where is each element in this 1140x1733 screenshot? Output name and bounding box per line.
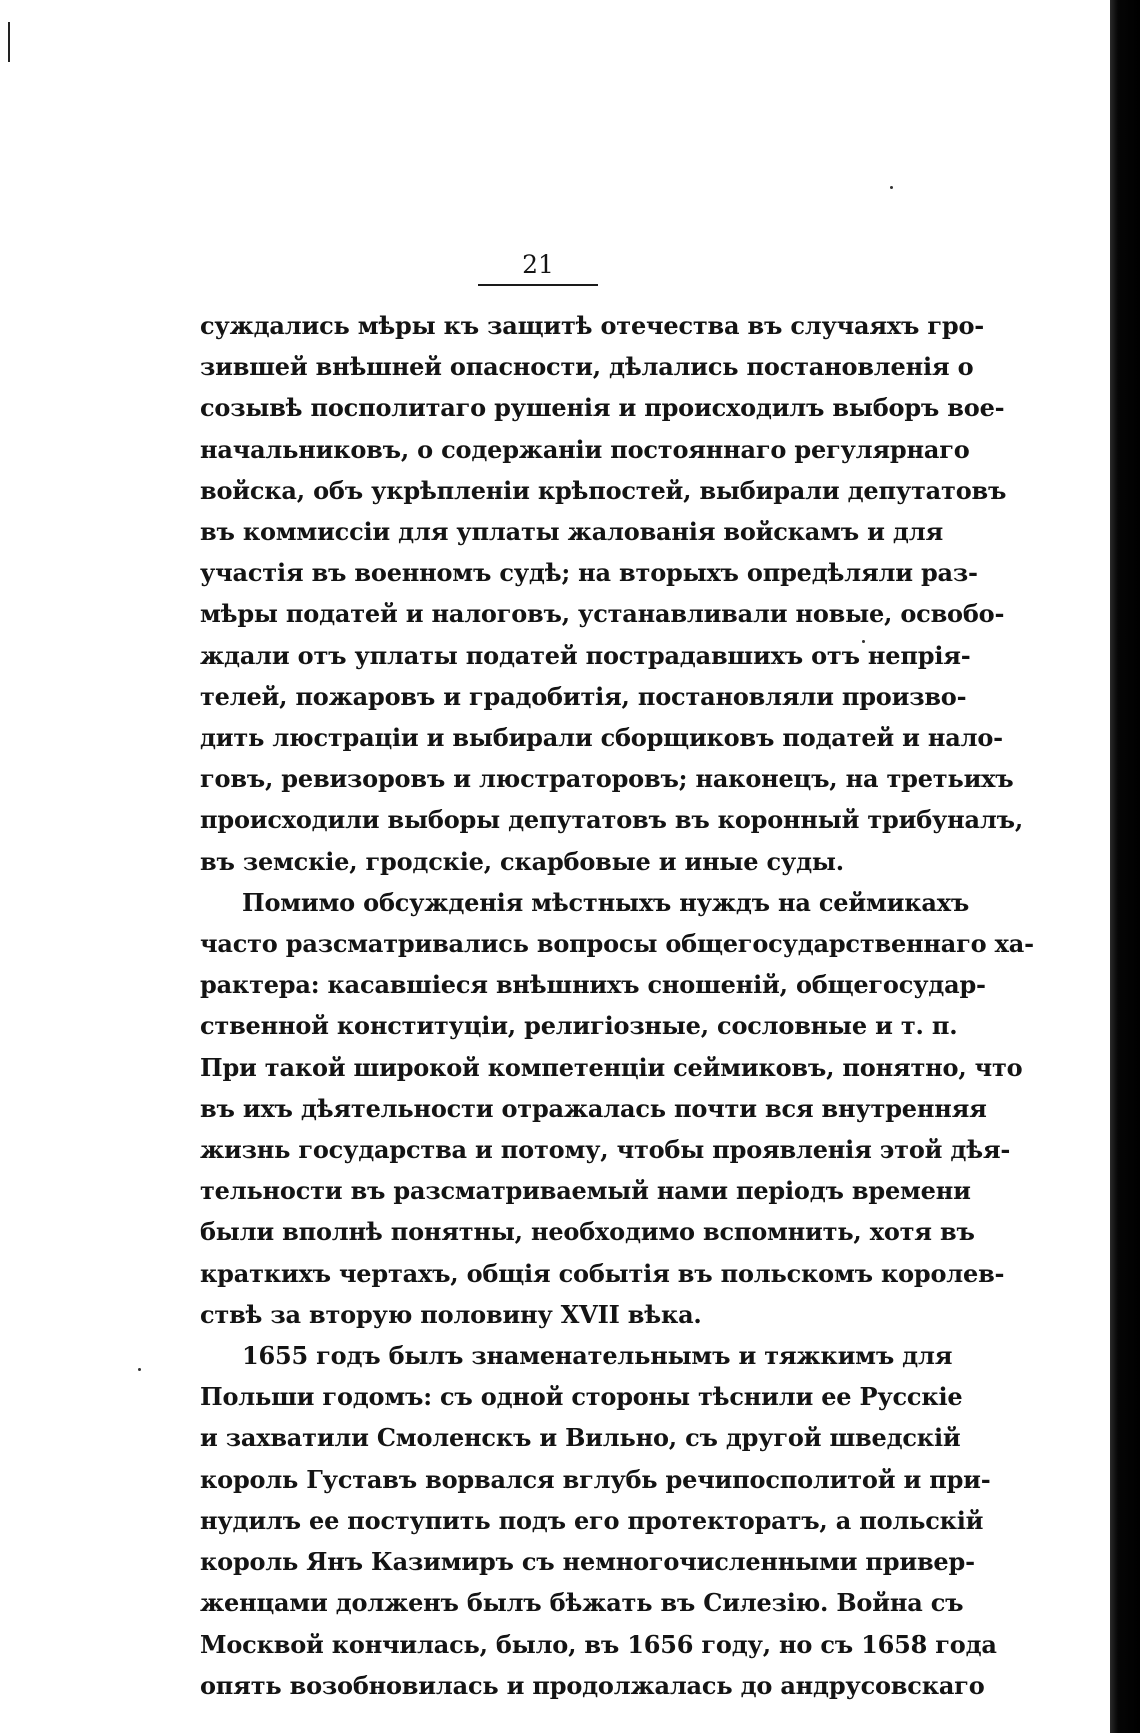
text-line: телей, пожаровъ и градобитія, постановляли произво- [200,681,967,711]
text-line: въ ихъ дѣятельности отражалась почти вся внутренняя [200,1093,987,1123]
text-line: происходили выборы депутатовъ въ коронный трибуналъ, [200,805,1023,835]
text-line: въ коммиссіи для уплаты жалованія войскамъ и для [200,517,943,547]
text-line: жизнь государства и потому, чтобы проявленія этой дѣя- [200,1135,1011,1165]
text-line: ственной конституціи, религіозные, сословные и т. п. [200,1011,958,1041]
text-line: Польши годомъ: съ одной стороны тѣснили ее Русскіе [200,1382,963,1412]
text-line: король Густавъ ворвался вглубь речипосполитой и при- [200,1464,991,1494]
text-line: рактера: касавшіеся внѣшнихъ сношеній, общегосудар- [200,970,986,1000]
text-line: были вполнѣ понятны, необходимо вспомнить, хотя въ [200,1217,975,1247]
scan-speck [138,1368,141,1371]
paragraph-start-line: 1655 годъ былъ знаменательнымъ и тяжкимъ для [242,1341,953,1371]
text-line: дить люстраціи и выбирали сборщиковъ податей и нало- [200,723,1003,753]
text-line: женцами долженъ былъ бѣжать въ Силезію. Война съ [200,1588,964,1618]
text-line: тельности въ разсматриваемый нами періодъ времени [200,1176,971,1206]
text-line: зившей внѣшней опасности, дѣлались постановленія о [200,352,974,382]
text-line: созывѣ посполитаго рушенія и происходилъ выборъ вое- [200,393,1005,423]
scan-mark [8,22,10,62]
text-line: часто разсматривались вопросы общегосударственнаго ха- [200,929,1034,959]
text-line: опять возобновилась и продолжалась до андрусовскаго [200,1670,985,1700]
text-line: говъ, ревизоровъ и люстраторовъ; наконецъ, на третьихъ [200,764,1014,794]
text-line: король Янъ Казимиръ съ немногочисленными привер- [200,1547,975,1577]
text-line: суждались мѣры къ защитѣ отечества въ случаяхъ гро- [200,311,985,340]
text-line: При такой широкой компетенціи сеймиковъ, понятно, что [200,1052,1023,1082]
scan-speck [890,186,893,189]
text-line: нудилъ ее поступить подъ его протекторатъ, а польскій [200,1505,984,1535]
text-line: ствѣ за вторую половину XVII вѣка. [200,1299,702,1329]
body-text [200,305,1034,1706]
text-line: краткихъ чертахъ, общія событія въ польскомъ королев- [200,1258,1005,1288]
page-number: 21 [522,250,554,279]
text-line: въ земскіе, гродскіе, скарбовые и иные суды. [200,846,844,876]
text-line: участія въ военномъ судѣ; на вторыхъ опредѣляли раз- [200,558,978,588]
text-line: мѣры податей и налоговъ, устанавливали новые, освобо- [200,599,1005,629]
scan-dark-edge [1110,0,1140,1733]
header-rule [478,284,598,286]
text-line: Москвой кончилась, было, въ 1656 году, но съ 1658 года [200,1629,997,1659]
text-line: и захватили Смоленскъ и Вильно, съ другой шведскій [200,1423,961,1453]
text-line: войска, объ укрѣпленіи крѣпостей, выбирали депутатовъ [200,475,1007,505]
page-header [478,250,598,286]
text-line: ждали отъ уплаты податей пострадавшихъ отъ непрія- [200,640,971,670]
text-line: начальниковъ, о содержаніи постояннаго регулярнаго [200,434,970,464]
paragraph-start-line: Помимо обсужденія мѣстныхъ нуждъ на сеймикахъ [242,887,970,917]
